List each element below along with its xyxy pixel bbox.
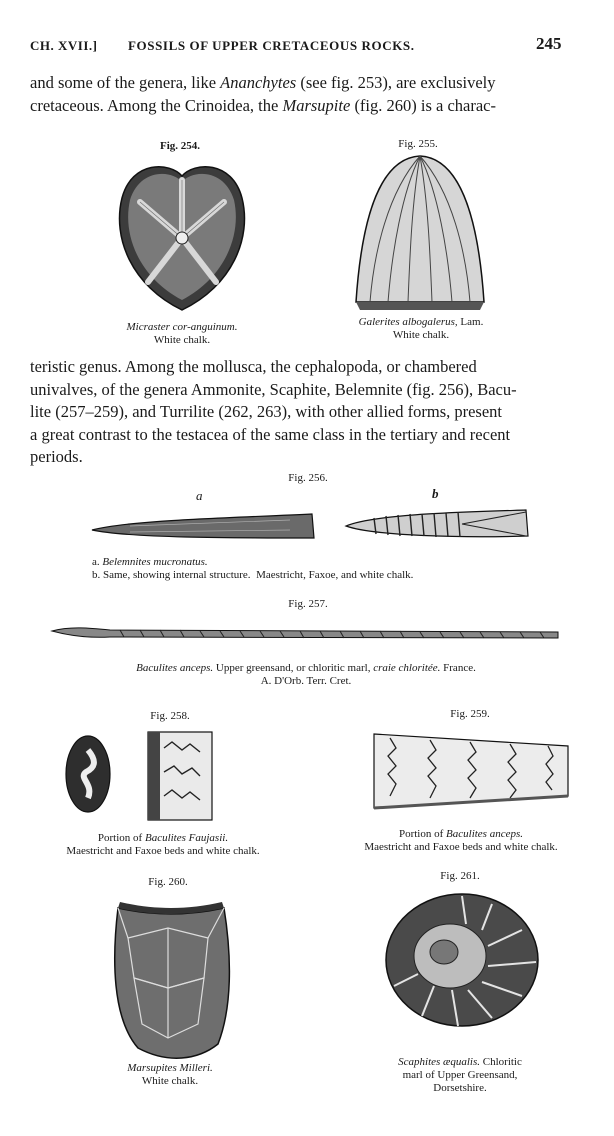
paragraph-2-line-5: periods. [30, 447, 83, 466]
galerites-fossil-drawing [352, 152, 488, 312]
paragraph-2-line-3: lite (257–259), and Turrilite (262, 263), with other allied forms, present [30, 402, 503, 421]
baculites-faujasii-drawing [64, 728, 244, 828]
fig-257-caption: Baculites anceps. Upper greensand, or chloritic marl, craie chloritée. France. A. D'Orb. Terr. Cret. [50, 662, 562, 688]
fig-257-label: Fig. 257. [288, 598, 328, 610]
fig-261-caption: Scaphites æqualis. Chloritic marl of Upper Greensand, Dorsetshire. [350, 1056, 570, 1095]
fig-260-species: Marsupites Milleri. [127, 1062, 213, 1074]
paragraph-2-line-1: teristic genus. Among the mollusca, the cephalopoda, or chambered [30, 357, 477, 376]
fig-254-label: Fig. 254. [159, 140, 201, 152]
belemnite-drawing-b [344, 508, 530, 542]
page-number: 245 [536, 34, 562, 53]
fig-254-locality: White chalk. [153, 334, 211, 346]
fig-258-label: Fig. 258. [150, 710, 190, 722]
fig-255-species: Galerites albogalerus, [358, 316, 458, 328]
paragraph-1-line-1: and some of the genera, like Ananchytes (see fig. 253), are exclusively [30, 73, 496, 92]
paragraph-2-line-2: univalves, of the genera Ammonite, Scaphite, Belemnite (fig. 256), Bacu- [30, 379, 517, 399]
paragraph-2 [30, 356, 582, 469]
fig-257-reference: A. D'Orb. Terr. Cret. [260, 675, 352, 687]
scaphites-fossil-drawing [382, 890, 542, 1030]
fig-260-label: Fig. 260. [148, 876, 188, 888]
fig-259-species: Baculites anceps. [446, 828, 524, 840]
fig-261-label: Fig. 261. [440, 870, 480, 882]
fig-259-caption: Portion of Baculites anceps. Maestricht and Faxoe beds and white chalk. [338, 828, 584, 854]
fig-256-label: Fig. 256. [288, 472, 328, 484]
fig-259-label: Fig. 259. [450, 708, 490, 720]
fig-256-letter-b: b [432, 486, 439, 501]
fig-260-caption [90, 1062, 250, 1088]
fig-256-species: Belemnites mucronatus. [102, 556, 208, 568]
marsupites-fossil-drawing [108, 898, 234, 1062]
fig-257-species: Baculites anceps. [136, 662, 214, 674]
fig-256-letter-a: a [196, 488, 203, 503]
fig-255-locality: White chalk. [392, 329, 450, 341]
paragraph-1-line-2: cretaceous. Among the Crinoidea, the Marsupite (fig. 260) is a charac- [30, 95, 496, 115]
chapter-label: CH. XVII.] [30, 38, 98, 53]
belemnite-drawing-a [90, 508, 320, 548]
baculites-anceps-portion-drawing [370, 728, 572, 814]
fig-255-label: Fig. 255. [398, 138, 438, 150]
fig-261-locality-line-3: Dorsetshire. [433, 1082, 487, 1094]
running-title: FOSSILS OF UPPER CRETACEOUS ROCKS. [128, 38, 415, 53]
micraster-fossil-drawing [112, 158, 252, 318]
fig-256-locality: Maestricht, Faxoe, and white chalk. [256, 569, 414, 581]
fig-259-locality: Maestricht and Faxoe beds and white chalk. [364, 841, 558, 853]
fig-254-caption [97, 321, 267, 347]
fig-258-caption: Portion of Baculites Faujasii. Maestricht and Faxoe beds and white chalk. [40, 832, 286, 858]
fig-255-caption: Galerites albogalerus, Lam. White chalk. [326, 316, 516, 342]
fig-258-locality: Maestricht and Faxoe beds and white chalk. [66, 845, 260, 857]
paragraph-2-line-4: a great contrast to the testacea of the same class in the tertiary and recent [30, 424, 511, 444]
fig-258-species: Baculites Faujasii. [144, 832, 229, 844]
fig-260-locality: White chalk. [141, 1075, 199, 1087]
fig-261-locality-line-2: marl of Upper Greensand, [402, 1069, 518, 1081]
paragraph-1 [30, 72, 582, 117]
fig-254-species: Micraster cor-anguinum. [126, 321, 238, 333]
fig-256-caption: a. Belemnites mucronatus. b. Same, showing internal structure. Maestricht, Faxoe, and white chalk. [92, 556, 414, 581]
fig-261-species: Scaphites æqualis. [398, 1056, 481, 1068]
baculites-anceps-drawing [50, 622, 562, 644]
